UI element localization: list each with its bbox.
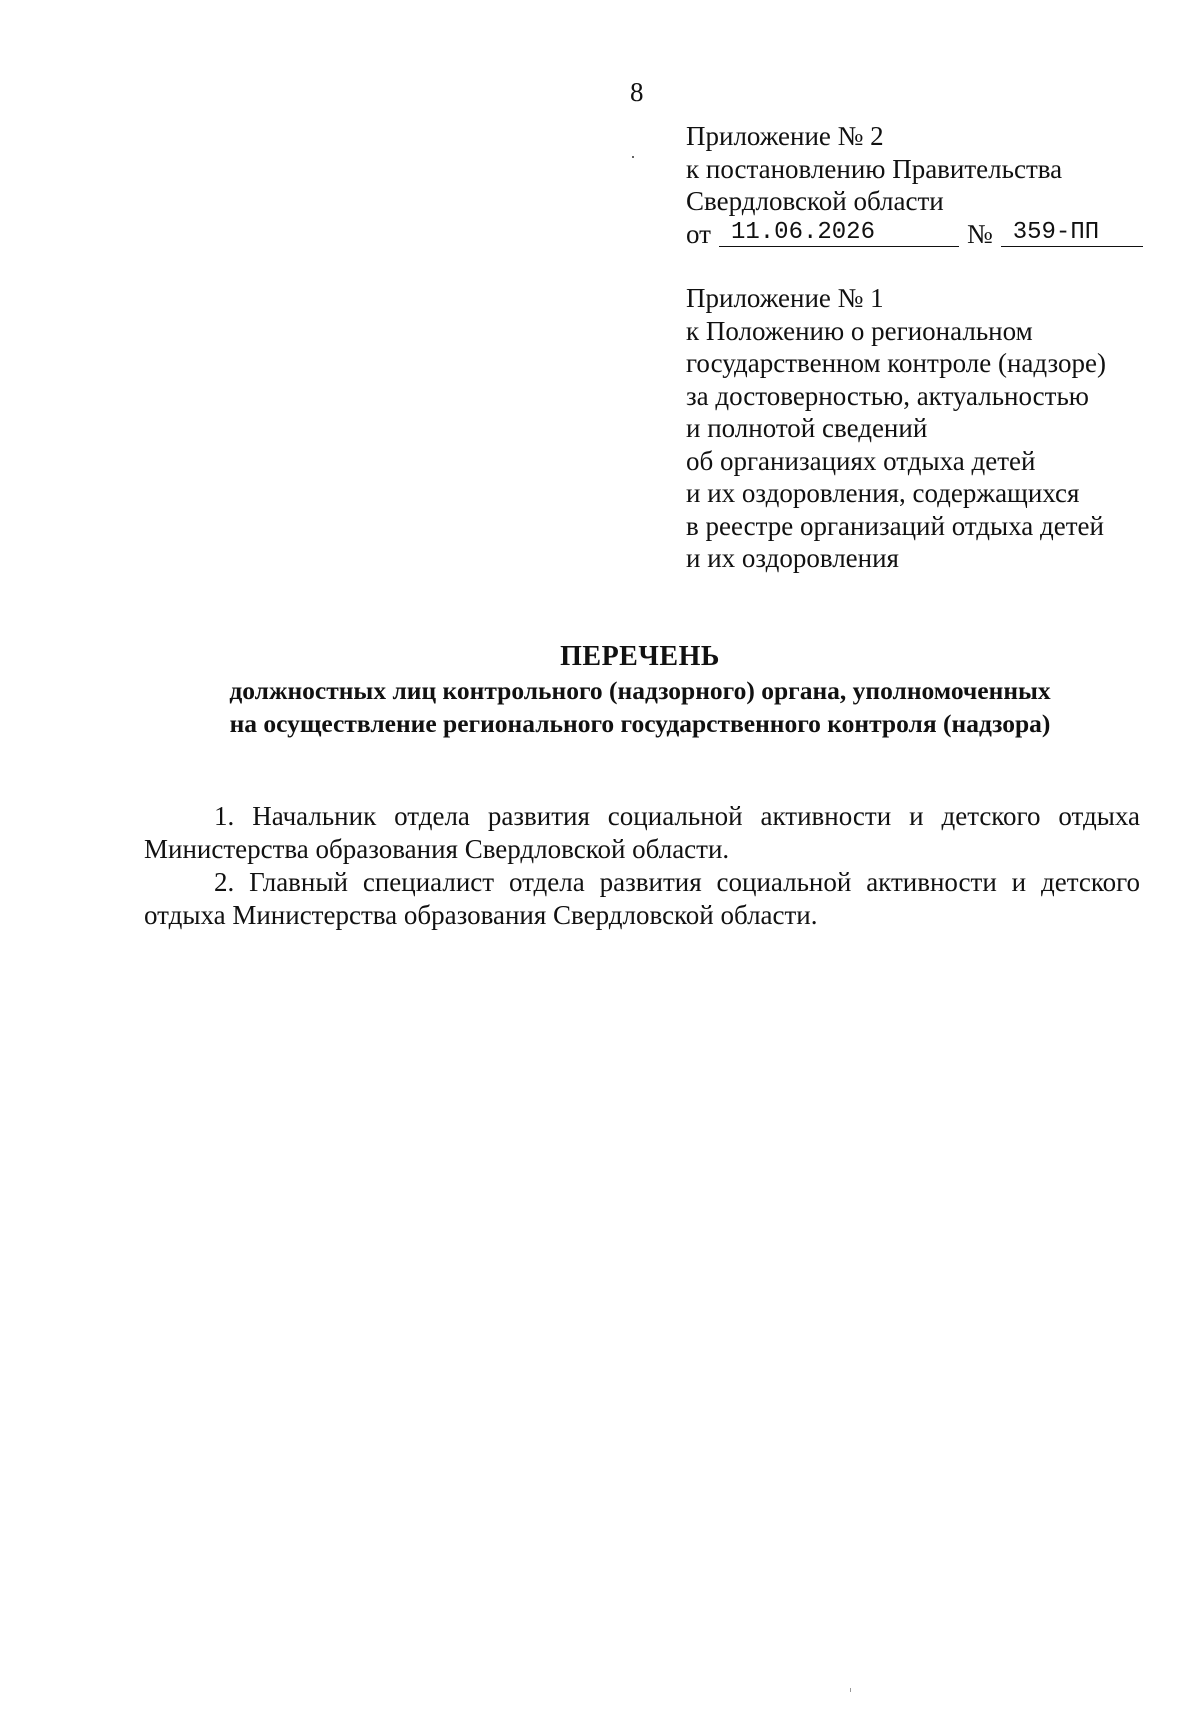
document-subtitle-line: на осуществление регионального государственного контроля (надзора) xyxy=(229,709,1051,738)
document-subtitle-line: должностных лиц контрольного (надзорного) органа, уполномоченных xyxy=(229,676,1051,705)
annex-1-line: к Положению о региональном xyxy=(686,315,1033,346)
page-number: 8 xyxy=(630,77,644,107)
list-item: 1. Начальник отдела развития социальной активности и детского отдыха Министерства образования Свердловской области. xyxy=(144,801,1140,864)
list-item: 2. Главный специалист отдела развития социальной активности и детского отдыха Министерства образования Свердловской области. xyxy=(144,867,1140,930)
annex-1-line: за достоверностью, актуальностью xyxy=(686,380,1089,411)
decree-date-field: 11.06.2026 xyxy=(719,220,959,247)
date-prefix: от xyxy=(686,218,711,249)
scan-mark xyxy=(850,1688,851,1692)
annex-2-line: Приложение № 2 xyxy=(686,121,884,151)
document-title: ПЕРЕЧЕНЬ xyxy=(560,641,720,672)
decree-date-number-row xyxy=(686,218,1143,251)
annex-1-line: в реестре организаций отдыха детей xyxy=(686,510,1104,541)
annex-1-line: об организациях отдыха детей xyxy=(686,445,1036,476)
annex-1-block xyxy=(686,282,1106,575)
annex-1-line: и их оздоровления, содержащихся xyxy=(686,478,1080,508)
annex-2-line: Свердловской области xyxy=(686,186,944,216)
officials-list xyxy=(144,800,1140,932)
scan-speck xyxy=(632,156,634,158)
annex-1-line: и полнотой сведений xyxy=(686,413,928,443)
annex-2-block xyxy=(686,120,1143,250)
annex-1-line: Приложение № 1 xyxy=(686,283,884,313)
decree-number-field: 359-ПП xyxy=(1001,220,1143,247)
annex-1-line: и их оздоровления xyxy=(686,543,899,573)
number-prefix: № xyxy=(966,218,993,249)
document-title-block xyxy=(140,640,1140,740)
annex-2-line: к постановлению Правительства xyxy=(686,153,1063,184)
annex-1-line: государственном контроле (надзоре) xyxy=(686,348,1106,378)
